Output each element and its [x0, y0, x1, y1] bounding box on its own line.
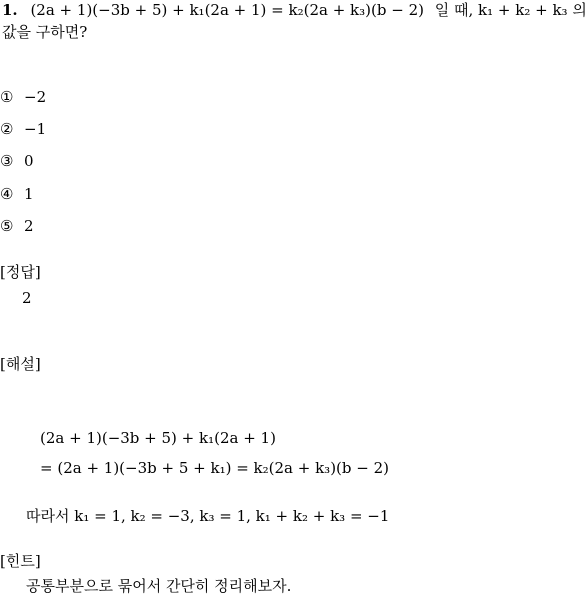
choice-4-value: 1 — [24, 185, 34, 203]
answer-value: 2 — [22, 289, 32, 307]
choice-4[interactable] — [0, 184, 34, 204]
choice-4-mark: ④ — [0, 185, 14, 203]
solution-line-2: = (2a + 1)(−3b + 5 + k₁) = k₂(2a + k₃)(b − 2) — [40, 459, 390, 477]
hint-text: 공통부분으로 묶어서 간단히 정리해보자. — [26, 577, 292, 595]
problem-equation: (2a + 1)(−3b + 5) + k₁(2a + 1) = k₂(2a + k₃)(b − 2) — [30, 1, 424, 19]
choice-3[interactable] — [0, 151, 34, 171]
solution-line-3: 따라서 k₁ = 1, k₂ = −3, k₃ = 1, k₁ + k₂ + k₃ = −1 — [26, 507, 390, 525]
solution-line-1: (2a + 1)(−3b + 5) + k₁(2a + 1) — [40, 429, 276, 447]
choice-2[interactable] — [0, 119, 46, 139]
hint-label: [힌트] — [0, 552, 41, 570]
solution-label: [해설] — [0, 355, 41, 373]
choice-2-mark: ② — [0, 120, 14, 138]
choice-1[interactable] — [0, 87, 46, 107]
choice-3-value: 0 — [24, 152, 34, 170]
choice-2-value: −1 — [24, 120, 47, 138]
choice-1-value: −2 — [24, 88, 47, 106]
problem-text-after: 일 때, k₁ + k₂ + k₃ 의 — [434, 1, 587, 19]
problem-header — [2, 0, 587, 20]
choice-5-mark: ⑤ — [0, 217, 14, 235]
choice-1-mark: ① — [0, 88, 14, 106]
problem-text-line2: 값을 구하면? — [2, 23, 88, 41]
answer-label: [정답] — [0, 263, 41, 281]
problem-number: 1. — [2, 1, 18, 19]
choice-5-value: 2 — [24, 217, 34, 235]
choice-3-mark: ③ — [0, 152, 14, 170]
choice-5[interactable] — [0, 216, 34, 236]
